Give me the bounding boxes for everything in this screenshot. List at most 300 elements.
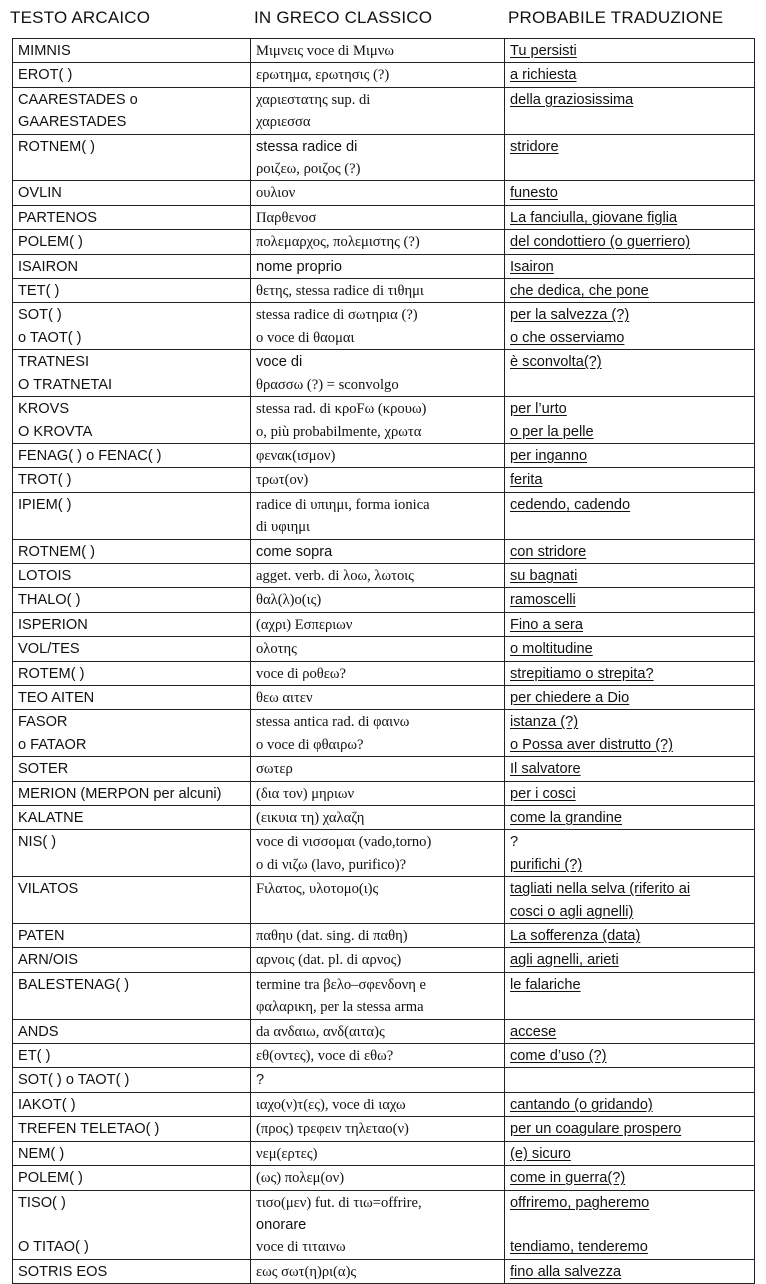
classical-greek-cell (251, 612, 505, 636)
table-row (13, 1068, 755, 1092)
classical-greek-cell (251, 1190, 505, 1259)
cell-line: su bagnati (510, 567, 578, 584)
cell-line: della graziosissima (510, 91, 634, 108)
translation-cell (505, 612, 755, 636)
cell-line: θαλ(λ)ο(ις) (256, 592, 322, 609)
cell-line: nome proprio (256, 258, 342, 275)
cell-line: OVLIN (18, 185, 62, 202)
cell-line: ferita (510, 472, 543, 489)
cell-line: per l’urto (510, 401, 567, 418)
cell-line: per un coagulare prospero (510, 1121, 682, 1138)
cell-line: SOTER (18, 761, 69, 778)
archaic-text-cell (13, 637, 251, 661)
archaic-text-cell (13, 1068, 251, 1092)
table-row (13, 710, 755, 757)
classical-greek-cell (251, 1068, 505, 1092)
cell-line: POLEM( ) (18, 234, 83, 251)
cell-line: IPIEM( ) (18, 496, 72, 513)
classical-greek-cell (251, 279, 505, 303)
cell-line: voce di τιταινω (256, 1239, 346, 1256)
cell-line: THALO( ) (18, 592, 81, 609)
classical-greek-cell (251, 350, 505, 397)
cell-line: o per la pelle (510, 423, 594, 440)
translation-cell (505, 254, 755, 278)
cell-line: VOL/TES (18, 641, 80, 658)
cell-line: EROT( ) (18, 67, 73, 84)
archaic-text-cell (13, 279, 251, 303)
table-row (13, 924, 755, 948)
cell-line: O KROVTA (18, 423, 93, 440)
cell-line: voce di νισσομαι (vado,torno) (256, 834, 432, 851)
table-row (13, 781, 755, 805)
table-row (13, 181, 755, 205)
classical-greek-cell (251, 661, 505, 685)
archaic-text-cell (13, 468, 251, 492)
classical-greek-cell (251, 877, 505, 924)
cell-line: POLEM( ) (18, 1170, 83, 1187)
cell-line: PARTENOS (18, 209, 97, 226)
classical-greek-cell (251, 830, 505, 877)
cell-line: νεμ(ερτες) (256, 1145, 318, 1162)
cell-line: (εικυια τη) χαλαζη (256, 810, 365, 826)
cell-line: o moltitudine (510, 641, 593, 658)
cell-line: ROTEM( ) (18, 665, 85, 682)
cell-line: πολεμαρχος, πολεμιστης (?) (256, 234, 420, 251)
classical-greek-cell (251, 539, 505, 563)
translation-cell (505, 1068, 755, 1092)
table-row (13, 254, 755, 278)
cell-line: Isairon (510, 258, 554, 275)
archaic-text-cell (13, 588, 251, 612)
cell-line: stridore (510, 138, 559, 155)
translation-cell (505, 39, 755, 63)
cell-line: le falariche (510, 976, 581, 993)
archaic-text-cell (13, 181, 251, 205)
classical-greek-cell (251, 1117, 505, 1141)
table-row (13, 948, 755, 972)
table-row (13, 830, 755, 877)
translation-cell (505, 588, 755, 612)
table-row (13, 612, 755, 636)
cell-line: o TAOT( ) (18, 329, 82, 346)
cell-line: con stridore (510, 543, 587, 560)
translation-cell (505, 230, 755, 254)
table-row (13, 134, 755, 181)
classical-greek-cell (251, 757, 505, 781)
archaic-text-cell (13, 972, 251, 1019)
cell-line: χαριεστατης sup. di (256, 91, 371, 108)
translation-cell (505, 757, 755, 781)
cell-line: funesto (510, 185, 558, 202)
cell-line: ramoscelli (510, 592, 576, 609)
cell-line: TREFEN TELETAO( ) (18, 1121, 160, 1138)
cell-line: θεω αιτεν (256, 689, 313, 706)
table-row (13, 637, 755, 661)
archaic-text-cell (13, 254, 251, 278)
cell-line: ? (510, 834, 519, 851)
cell-line: tendiamo, tenderemo (510, 1239, 648, 1256)
cell-line: istanza (?) (510, 714, 579, 731)
glossary-table (12, 38, 755, 1284)
cell-line: χαριεσσα (256, 114, 311, 131)
cell-line: παθηυ (dat. sing. di παθη) (256, 928, 408, 945)
archaic-text-cell (13, 1117, 251, 1141)
cell-line: φενακ(ισμον) (256, 447, 336, 464)
cell-line: di υφιημι (256, 519, 310, 536)
translation-cell (505, 397, 755, 444)
translation-cell (505, 1141, 755, 1165)
archaic-text-cell (13, 806, 251, 830)
classical-greek-cell (251, 806, 505, 830)
cell-line: O TRATNETAI (18, 376, 113, 393)
cell-line: La sofferenza (data) (510, 928, 641, 945)
cell-line: stessa antica rad. di φαινω (256, 714, 410, 731)
table-row (13, 303, 755, 350)
translation-cell (505, 710, 755, 757)
classical-greek-cell (251, 443, 505, 467)
classical-greek-cell (251, 492, 505, 539)
classical-greek-cell (251, 924, 505, 948)
table-row (13, 1019, 755, 1043)
cell-line: εως σωτ(η)ρι(α)ς (256, 1263, 357, 1280)
table-row (13, 63, 755, 87)
cell-line: MIMNIS (18, 43, 71, 59)
table-row (13, 1117, 755, 1141)
cell-line: MERION (MERPON per alcuni) (18, 785, 222, 802)
cell-line: (προς) τρεφειν τηλεταο(ν) (256, 1121, 409, 1138)
translation-cell (505, 830, 755, 877)
translation-cell (505, 1019, 755, 1043)
translation-cell (505, 63, 755, 87)
cell-line (18, 1214, 245, 1236)
cell-line: VILATOS (18, 881, 79, 898)
cell-line: ANDS (18, 1023, 59, 1040)
cell-line: o Possa aver distrutto (?) (510, 736, 674, 753)
cell-line: ROTNEM( ) (18, 138, 96, 155)
translation-cell (505, 1190, 755, 1259)
classical-greek-cell (251, 134, 505, 181)
classical-greek-cell (251, 1166, 505, 1190)
table-row (13, 757, 755, 781)
cell-line: o voce di φθαιρω? (256, 736, 364, 753)
cell-line: ISPERION (18, 616, 88, 633)
cell-line: SOTRIS EOS (18, 1263, 108, 1280)
cell-line: come la grandine (510, 810, 622, 826)
classical-greek-cell (251, 948, 505, 972)
classical-greek-cell (251, 39, 505, 63)
header-greco-classico: IN GRECO CLASSICO (254, 8, 433, 27)
cell-line: cedendo, cadendo (510, 496, 631, 513)
cell-line: per i cosci (510, 785, 576, 802)
translation-cell (505, 1166, 755, 1190)
cell-line: o voce di θαομαι (256, 329, 355, 346)
cell-line: voce di (256, 354, 303, 371)
classical-greek-cell (251, 588, 505, 612)
translation-cell (505, 303, 755, 350)
translation-cell (505, 781, 755, 805)
cell-line: offriremo, pagheremo (510, 1194, 650, 1211)
cell-line: ? (256, 1072, 265, 1089)
cell-line: ARN/OIS (18, 952, 79, 969)
table-row (13, 563, 755, 587)
table-row (13, 685, 755, 709)
table-row (13, 972, 755, 1019)
archaic-text-cell (13, 443, 251, 467)
cell-line: fino alla salvezza (510, 1263, 622, 1280)
cell-line (510, 1069, 749, 1091)
cell-line: Fino a sera (510, 616, 584, 633)
cell-line: ROTNEM( ) (18, 543, 96, 560)
cell-line: stessa radice di σωτηρια (?) (256, 307, 418, 324)
cell-line: radice di υπιημι, forma ionica (256, 496, 430, 513)
classical-greek-cell (251, 87, 505, 134)
cell-line: da ανδαιω, ανδ(αιτα)ς (256, 1023, 385, 1040)
cell-line: è sconvolta(?) (510, 354, 602, 371)
cell-line: CAARESTADES o (18, 91, 138, 108)
archaic-text-cell (13, 948, 251, 972)
table-row (13, 350, 755, 397)
archaic-text-cell (13, 830, 251, 877)
table-row (13, 1044, 755, 1068)
translation-cell (505, 563, 755, 587)
archaic-text-cell (13, 1019, 251, 1043)
classical-greek-cell (251, 685, 505, 709)
archaic-text-cell (13, 757, 251, 781)
table-row (13, 443, 755, 467)
cell-line: come in guerra(?) (510, 1170, 626, 1187)
archaic-text-cell (13, 1044, 251, 1068)
translation-cell (505, 877, 755, 924)
cell-line: Fιλατος, υλοτομο(ι)ς (256, 881, 379, 898)
classical-greek-cell (251, 710, 505, 757)
cell-line: ροιζεω, ροιζος (?) (256, 161, 361, 178)
cell-line: ολοτης (256, 641, 297, 658)
archaic-text-cell (13, 1166, 251, 1190)
classical-greek-cell (251, 230, 505, 254)
table-row (13, 397, 755, 444)
archaic-text-cell (13, 303, 251, 350)
cell-line: stessa radice di (256, 138, 358, 155)
cell-line: ιαχο(ν)τ(ες), voce di ιαχω (256, 1096, 406, 1113)
classical-greek-cell (251, 1019, 505, 1043)
glossary-table-body (13, 39, 755, 1284)
translation-cell (505, 87, 755, 134)
table-row (13, 468, 755, 492)
translation-cell (505, 685, 755, 709)
archaic-text-cell (13, 350, 251, 397)
cell-line: o di νιζω (lavo, purifico)? (256, 856, 407, 873)
cell-line: purifichi (?) (510, 856, 583, 873)
cell-line: del condottiero (o guerriero) (510, 234, 691, 251)
cell-line: ουλιον (256, 185, 296, 202)
translation-cell (505, 948, 755, 972)
translation-cell (505, 806, 755, 830)
archaic-text-cell (13, 924, 251, 948)
classical-greek-cell (251, 972, 505, 1019)
cell-line: onorare (256, 1216, 307, 1233)
archaic-text-cell (13, 230, 251, 254)
classical-greek-cell (251, 397, 505, 444)
cell-line: τισο(μεν) fut. di τιω=offrire, (256, 1194, 422, 1211)
table-row (13, 205, 755, 229)
cell-line: strepitiamo o strepita? (510, 665, 654, 682)
archaic-text-cell (13, 397, 251, 444)
translation-cell (505, 205, 755, 229)
cell-line: φαλαρικη, per la stessa arma (256, 999, 424, 1016)
table-row (13, 87, 755, 134)
cell-line: o che osserviamo (510, 329, 625, 346)
translation-cell (505, 637, 755, 661)
cell-line: accese (510, 1023, 557, 1040)
table-row (13, 588, 755, 612)
table-row (13, 279, 755, 303)
cell-line: TISO( ) (18, 1194, 66, 1211)
archaic-text-cell (13, 661, 251, 685)
cell-line: NEM( ) (18, 1145, 65, 1162)
archaic-text-cell (13, 877, 251, 924)
cell-line: (e) sicuro (510, 1145, 571, 1162)
table-row (13, 1166, 755, 1190)
table-row (13, 1141, 755, 1165)
archaic-text-cell (13, 205, 251, 229)
cell-line: come d’uso (?) (510, 1048, 607, 1065)
classical-greek-cell (251, 303, 505, 350)
cell-line: τρωτ(ον) (256, 472, 309, 489)
archaic-text-cell (13, 781, 251, 805)
archaic-text-cell (13, 1092, 251, 1116)
cell-line: FASOR (18, 714, 68, 731)
translation-cell (505, 134, 755, 181)
archaic-text-cell (13, 1141, 251, 1165)
table-row (13, 492, 755, 539)
header-testo-arcaico: TESTO ARCAICO (10, 8, 151, 27)
cell-line: o FATAOR (18, 736, 87, 753)
cell-line: a richiesta (510, 67, 577, 84)
cell-line: αρνοις (dat. pl. di αρνος) (256, 952, 402, 969)
table-row (13, 1092, 755, 1116)
table-row (13, 1190, 755, 1259)
cell-line: voce di ροθεω? (256, 665, 346, 682)
cell-line: ερωτημα, ερωτησις (?) (256, 67, 390, 84)
classical-greek-cell (251, 563, 505, 587)
translation-cell (505, 350, 755, 397)
translation-cell (505, 1092, 755, 1116)
translation-cell (505, 279, 755, 303)
cell-line: GAARESTADES (18, 114, 127, 131)
table-row (13, 230, 755, 254)
cell-line: Παρθενοσ (256, 209, 317, 226)
archaic-text-cell (13, 563, 251, 587)
cell-line: IAKOT( ) (18, 1096, 76, 1113)
classical-greek-cell (251, 1141, 505, 1165)
cell-line: θρασσω (?) = sconvolgo (256, 376, 399, 393)
classical-greek-cell (251, 637, 505, 661)
archaic-text-cell (13, 710, 251, 757)
translation-cell (505, 539, 755, 563)
cell-line: NIS( ) (18, 834, 57, 851)
translation-cell (505, 1044, 755, 1068)
cell-line: Il salvatore (510, 761, 581, 778)
cell-line: ISAIRON (18, 258, 79, 275)
table-row (13, 806, 755, 830)
cell-line: (δια τον) μηριων (256, 785, 355, 802)
archaic-text-cell (13, 1190, 251, 1259)
classical-greek-cell (251, 63, 505, 87)
table-row (13, 661, 755, 685)
classical-greek-cell (251, 205, 505, 229)
column-headers (0, 8, 766, 32)
cell-line: O TITAO( ) (18, 1239, 89, 1256)
cell-line: PATEN (18, 928, 65, 945)
archaic-text-cell (13, 134, 251, 181)
cell-line: per chiedere a Dio (510, 689, 630, 706)
cell-line: TRATNESI (18, 354, 90, 371)
archaic-text-cell (13, 63, 251, 87)
cell-line: come sopra (256, 543, 333, 560)
archaic-text-cell (13, 39, 251, 63)
cell-line: KALATNE (18, 810, 84, 826)
cell-line: TEO AITEN (18, 689, 95, 706)
classical-greek-cell (251, 1092, 505, 1116)
table-row (13, 39, 755, 63)
cell-line: SOT( ) o TAOT( ) (18, 1072, 130, 1089)
cell-line: (αχρι) Εσπεριων (256, 616, 353, 633)
cell-line: ET( ) (18, 1048, 51, 1065)
cell-line: BALESTENAG( ) (18, 976, 130, 993)
cell-line: θετης, stessa radice di τιθημι (256, 283, 424, 300)
table-row (13, 539, 755, 563)
cell-line: εθ(οντες), voce di εθω? (256, 1048, 394, 1065)
translation-cell (505, 492, 755, 539)
cell-line: KROVS (18, 401, 70, 418)
cell-line: (ως) πολεμ(ον) (256, 1170, 345, 1187)
cell-line: tagliati nella selva (riferito ai (510, 881, 691, 898)
cell-line: o, più probabilmente, χρωτα (256, 423, 422, 440)
classical-greek-cell (251, 468, 505, 492)
table-row (13, 877, 755, 924)
cell-line: TET( ) (18, 283, 60, 300)
archaic-text-cell (13, 685, 251, 709)
translation-cell (505, 972, 755, 1019)
cell-line: che dedica, che pone (510, 283, 649, 300)
header-traduzione: PROBABILE TRADUZIONE (508, 8, 724, 27)
archaic-text-cell (13, 539, 251, 563)
cell-line: cantando (o gridando) (510, 1096, 653, 1113)
cell-line: termine tra βελο–σφενδονη e (256, 976, 427, 993)
translation-cell (505, 468, 755, 492)
classical-greek-cell (251, 254, 505, 278)
cell-line: Μιμνεις voce di Μιμνω (256, 43, 394, 59)
translation-cell (505, 661, 755, 685)
cell-line: FENAG( ) o FENAC( ) (18, 447, 162, 464)
translation-cell (505, 924, 755, 948)
translation-cell (505, 1117, 755, 1141)
cell-line: per inganno (510, 447, 588, 464)
archaic-text-cell (13, 87, 251, 134)
cell-line: stessa rad. di κροFω (κρουω) (256, 401, 427, 418)
cell-line: per la salvezza (?) (510, 307, 630, 324)
cell-line: La fanciulla, giovane figlia (510, 209, 678, 226)
translation-cell (505, 181, 755, 205)
archaic-text-cell (13, 492, 251, 539)
translation-cell (505, 443, 755, 467)
cell-line: cosci o agli agnelli) (510, 903, 634, 920)
cell-line: LOTOIS (18, 567, 72, 584)
archaic-text-cell (13, 612, 251, 636)
cell-line: SOT( ) (18, 307, 62, 324)
cell-line: agget. verb. di λοω, λωτοις (256, 567, 414, 584)
cell-line: TROT( ) (18, 472, 72, 489)
